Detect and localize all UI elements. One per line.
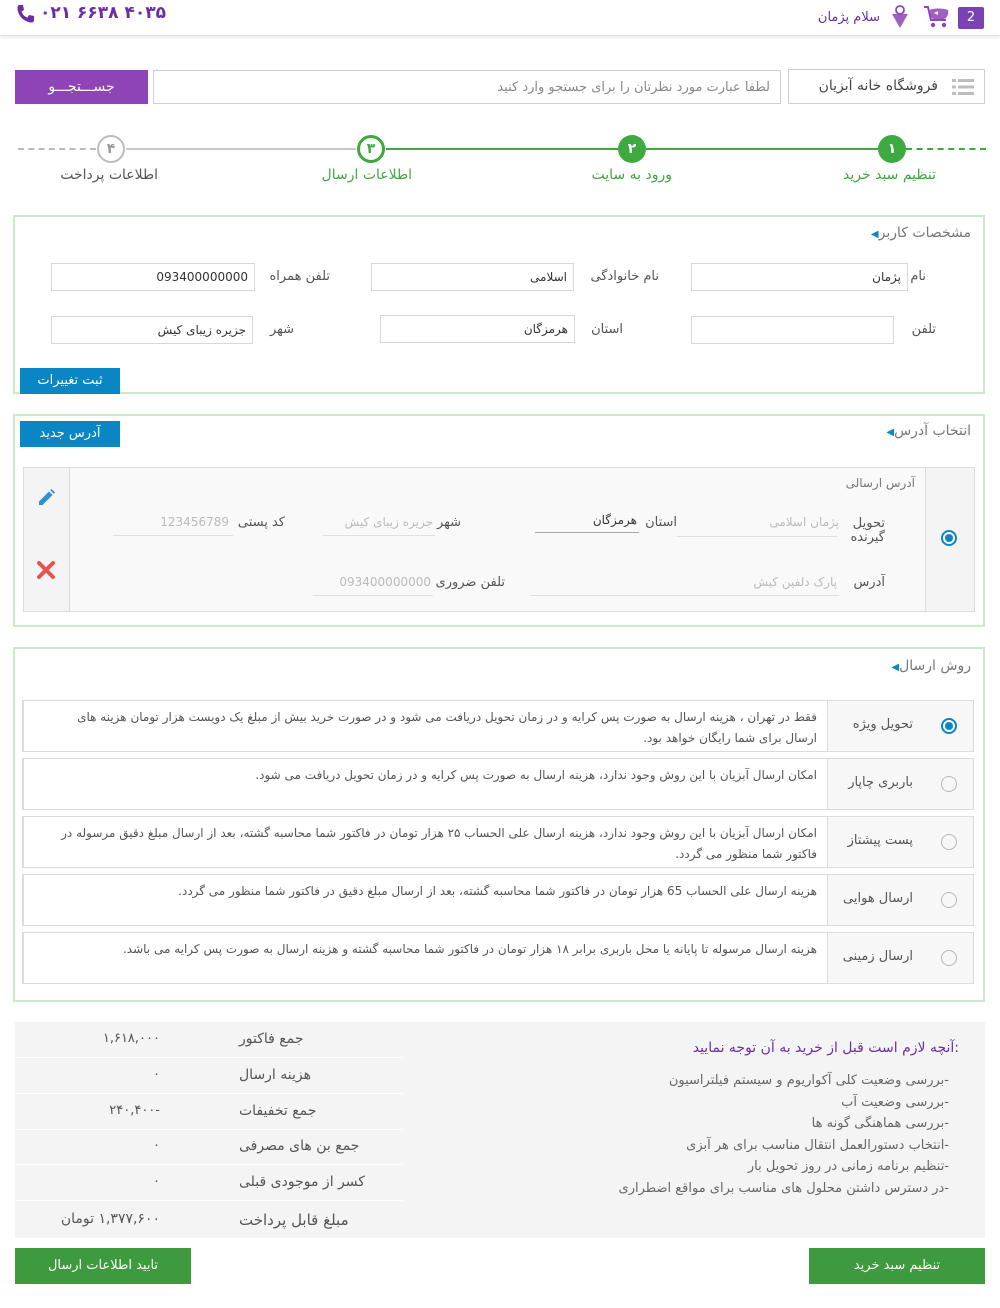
summary-label: کسر از موجودی قبلی bbox=[239, 1174, 365, 1190]
phone-field[interactable] bbox=[691, 316, 894, 344]
last-name-field[interactable]: اسلامی bbox=[371, 263, 574, 291]
street-address-label: آدرس bbox=[853, 575, 885, 590]
aquarium-cart-icon[interactable] bbox=[922, 4, 952, 30]
shipping-radio[interactable] bbox=[941, 718, 957, 734]
note-item: -بررسی هماهنگی گونه ها bbox=[811, 1116, 949, 1131]
shipping-option-special[interactable] bbox=[22, 700, 974, 752]
city-label: شهر bbox=[269, 322, 294, 337]
notes-title: آنچه لازم است قبل از خرید به آن توجه نمایید: bbox=[692, 1040, 959, 1056]
summary-value: ۱,۶۱۸,۰۰۰ bbox=[102, 1031, 160, 1046]
postal-underline bbox=[113, 535, 233, 536]
shipping-option-air[interactable] bbox=[22, 874, 974, 926]
receiver-label bbox=[845, 517, 885, 545]
shipping-desc bbox=[23, 701, 828, 751]
edit-pencil-icon[interactable] bbox=[36, 488, 56, 508]
step-1-circle[interactable]: ۱ bbox=[878, 135, 906, 163]
shipping-desc-line: فاکتور شما منظور می گردد. bbox=[675, 847, 817, 861]
step-line-3-4 bbox=[126, 148, 356, 150]
user-info-title bbox=[865, 225, 971, 241]
address-title-text: انتخاب آدرس bbox=[894, 423, 971, 439]
summary-label: جمع فاکتور bbox=[239, 1031, 304, 1047]
user-info-title-text: مشخصات کاربر bbox=[878, 225, 971, 241]
shipping-radio[interactable] bbox=[941, 776, 957, 792]
shipping-radio[interactable] bbox=[941, 892, 957, 908]
address-select-radio[interactable] bbox=[941, 530, 957, 546]
summary-row bbox=[15, 1022, 403, 1058]
step-1-label[interactable]: تنظیم سبد خرید bbox=[843, 167, 936, 183]
address-title bbox=[880, 423, 971, 439]
step-2-label[interactable]: ورود به سایت bbox=[591, 167, 672, 183]
summary-row bbox=[15, 1094, 403, 1130]
step-4-label: اطلاعات پرداخت bbox=[60, 167, 158, 183]
address-panel bbox=[13, 414, 985, 627]
triangle-icon: ◀ bbox=[886, 427, 895, 438]
note-item: -بررسی وضعیت کلی آکواریوم و سیستم فیلتراسیون bbox=[668, 1073, 949, 1088]
shipping-desc bbox=[23, 759, 828, 809]
shipping-name: پست پیشتاز bbox=[847, 833, 913, 848]
shipping-name: ارسال هوایی bbox=[843, 891, 913, 906]
address-subtitle: آدرس ارسالی bbox=[845, 476, 915, 490]
address-province-label: استان bbox=[645, 515, 677, 530]
note-item: -انتخاب دستورالعمل انتقال مناسب برای هر آبزی bbox=[686, 1137, 949, 1153]
shipping-desc-line: امکان ارسال آبزیان با این روش وجود ندارد، هزینه ارسال به صورت پس کرایه و در زمان تحویل دریافت می شود. bbox=[255, 768, 817, 782]
mobile-label: تلفن همراه bbox=[269, 269, 330, 284]
mobile-field[interactable]: 093400000000 bbox=[51, 263, 255, 291]
shipping-radio[interactable] bbox=[941, 834, 957, 850]
note-item: -بررسی وضعیت آب bbox=[841, 1094, 949, 1110]
street-underline bbox=[531, 595, 839, 596]
note-item: -در دسترس داشتن محلول های مناسب برای مواقع اضطراری bbox=[618, 1180, 949, 1196]
shipping-name: باربری چاپار bbox=[848, 775, 913, 790]
step-3-label: اطلاعات ارسال bbox=[321, 167, 412, 183]
shipping-name: تحویل ویژه bbox=[852, 717, 913, 732]
shipping-title-text: روش ارسال bbox=[899, 658, 971, 674]
menu-list-icon[interactable] bbox=[952, 79, 974, 95]
step-line-2-3 bbox=[386, 148, 618, 150]
summary-value: ۰ bbox=[153, 1174, 160, 1189]
triangle-icon: ◀ bbox=[870, 229, 879, 240]
summary-row bbox=[15, 1058, 403, 1094]
store-title: فروشگاه خانه آبزیان bbox=[818, 78, 938, 94]
receiver-label-text: تحویل گیرنده bbox=[850, 516, 885, 545]
first-name-field[interactable]: پژمان bbox=[691, 263, 908, 291]
postal-value: 123456789 bbox=[160, 515, 229, 529]
emergency-underline bbox=[313, 595, 433, 596]
street-address-value: پارک دلفین کیش bbox=[753, 575, 837, 589]
receiver-underline bbox=[677, 536, 837, 537]
order-summary bbox=[15, 1022, 985, 1238]
summary-value: ۰ bbox=[153, 1067, 160, 1082]
search-input[interactable] bbox=[153, 70, 781, 104]
shipping-radio[interactable] bbox=[941, 950, 957, 966]
shipping-desc bbox=[23, 933, 828, 983]
total-label: مبلغ قابل پرداخت bbox=[239, 1211, 349, 1229]
search-button[interactable]: جســـتجـــو bbox=[15, 70, 148, 104]
support-phone[interactable]: ۰۲۱ ۶۶۳۸ ۴۰۳۵ bbox=[40, 3, 166, 23]
receiver-value: پژمان اسلامی bbox=[769, 515, 839, 529]
step-line-1-2 bbox=[646, 148, 878, 150]
last-name-label: نام خانوادگی bbox=[590, 269, 659, 284]
step-line-end bbox=[906, 148, 986, 150]
user-info-panel bbox=[13, 215, 985, 394]
province-label: استان bbox=[591, 322, 623, 337]
address-city-value: جزیره زیبای کیش bbox=[344, 515, 433, 529]
shipping-desc-line: هزینه ارسال علی الحساب 65 هزار تومان در فاکتور شما محاسبه گشته، بعد از ارسال مبلغ دقیق در فاکتور شما منظور می گردد. bbox=[178, 884, 817, 898]
summary-label: جمع بن های مصرفی bbox=[239, 1138, 360, 1154]
triangle-icon: ◀ bbox=[891, 662, 900, 673]
step-3-circle: ۳ bbox=[357, 135, 385, 163]
phone-icon bbox=[15, 3, 35, 25]
shipping-desc bbox=[23, 875, 828, 925]
province-underline bbox=[535, 532, 639, 533]
top-bar bbox=[0, 0, 1000, 36]
summary-row bbox=[15, 1129, 403, 1165]
postal-label: کد پستی bbox=[237, 515, 285, 530]
note-item: -تنظیم برنامه زمانی در روز تحویل بار bbox=[747, 1159, 949, 1174]
checkout-steps bbox=[0, 130, 1000, 190]
step-4-circle: ۴ bbox=[97, 135, 125, 163]
summary-label: جمع تخفیفات bbox=[239, 1103, 317, 1119]
province-field[interactable]: هرمزگان bbox=[380, 315, 575, 343]
new-address-button[interactable]: آدرس جدید bbox=[20, 421, 120, 447]
summary-row bbox=[15, 1165, 403, 1201]
summary-total-row bbox=[15, 1202, 403, 1238]
first-name-label: نام bbox=[910, 269, 926, 284]
notes-list bbox=[619, 1070, 949, 1199]
user-icon[interactable] bbox=[890, 4, 910, 30]
shipping-desc-line: هزینه ارسال مرسوله تا پایانه یا محل باربری برابر ۱۸ هزار تومان در فاکتور شما محاسبه گشته و هزینه ارسال به صورت پس کرایه می باشد. bbox=[122, 942, 817, 956]
shipping-option-ground[interactable] bbox=[22, 932, 974, 984]
confirm-shipping-button[interactable]: تایید اطلاعات ارسال bbox=[15, 1248, 191, 1284]
shipping-option-chapar[interactable] bbox=[22, 758, 974, 810]
shipping-desc-line: امکان ارسال آبزیان با این روش وجود ندارد، هزینه ارسال علی الحساب ۲۵ هزار تومان در فاکتور شما محاسبه گشته، بعد از ارسال مبلغ دقیق مرسوله در bbox=[61, 826, 817, 840]
address-city-label: شهر bbox=[436, 515, 461, 530]
address-province-value: هرمزگان bbox=[592, 513, 637, 527]
step-line-start bbox=[18, 148, 96, 150]
total-value: ۱,۳۷۷,۶۰۰ تومان bbox=[60, 1211, 160, 1227]
shipping-desc-line: ارسال برای شما رایگان خواهد بود. bbox=[643, 731, 817, 745]
step-2-circle[interactable]: ۲ bbox=[618, 135, 646, 163]
cart-count-badge[interactable]: 2 bbox=[958, 7, 984, 29]
edit-cart-button[interactable]: تنظیم سبد خرید bbox=[809, 1248, 985, 1284]
shipping-desc bbox=[23, 817, 828, 867]
address-details bbox=[69, 468, 926, 611]
summary-value: ۰ bbox=[153, 1138, 160, 1153]
emergency-phone-value: 093400000000 bbox=[339, 575, 431, 589]
store-category-box[interactable] bbox=[788, 69, 985, 104]
delete-x-icon[interactable] bbox=[36, 560, 56, 580]
phone-label: تلفن bbox=[911, 322, 936, 337]
emergency-phone-label: تلفن ضروری bbox=[435, 575, 505, 590]
city-underline bbox=[323, 535, 435, 536]
shipping-title bbox=[885, 658, 971, 674]
save-changes-button[interactable]: ثبت تغییرات bbox=[20, 368, 120, 394]
shipping-name: ارسال زمینی bbox=[842, 949, 913, 964]
user-greeting[interactable]: سلام پژمان bbox=[817, 10, 880, 25]
address-card[interactable] bbox=[23, 467, 975, 612]
shipping-option-post[interactable] bbox=[22, 816, 974, 868]
city-field[interactable]: جزیره زیبای کیش bbox=[51, 316, 253, 344]
summary-label: هزینه ارسال bbox=[239, 1067, 312, 1083]
summary-value: -۲۴۰,۴۰۰ bbox=[109, 1103, 160, 1118]
shipping-desc-line: فقط در تهران ، هزینه ارسال به صورت پس کرایه و در زمان تحویل دریافت می شود و در صورت خرید بیش از مبلغ یک دویست هزار تومان هزینه های bbox=[77, 710, 817, 724]
